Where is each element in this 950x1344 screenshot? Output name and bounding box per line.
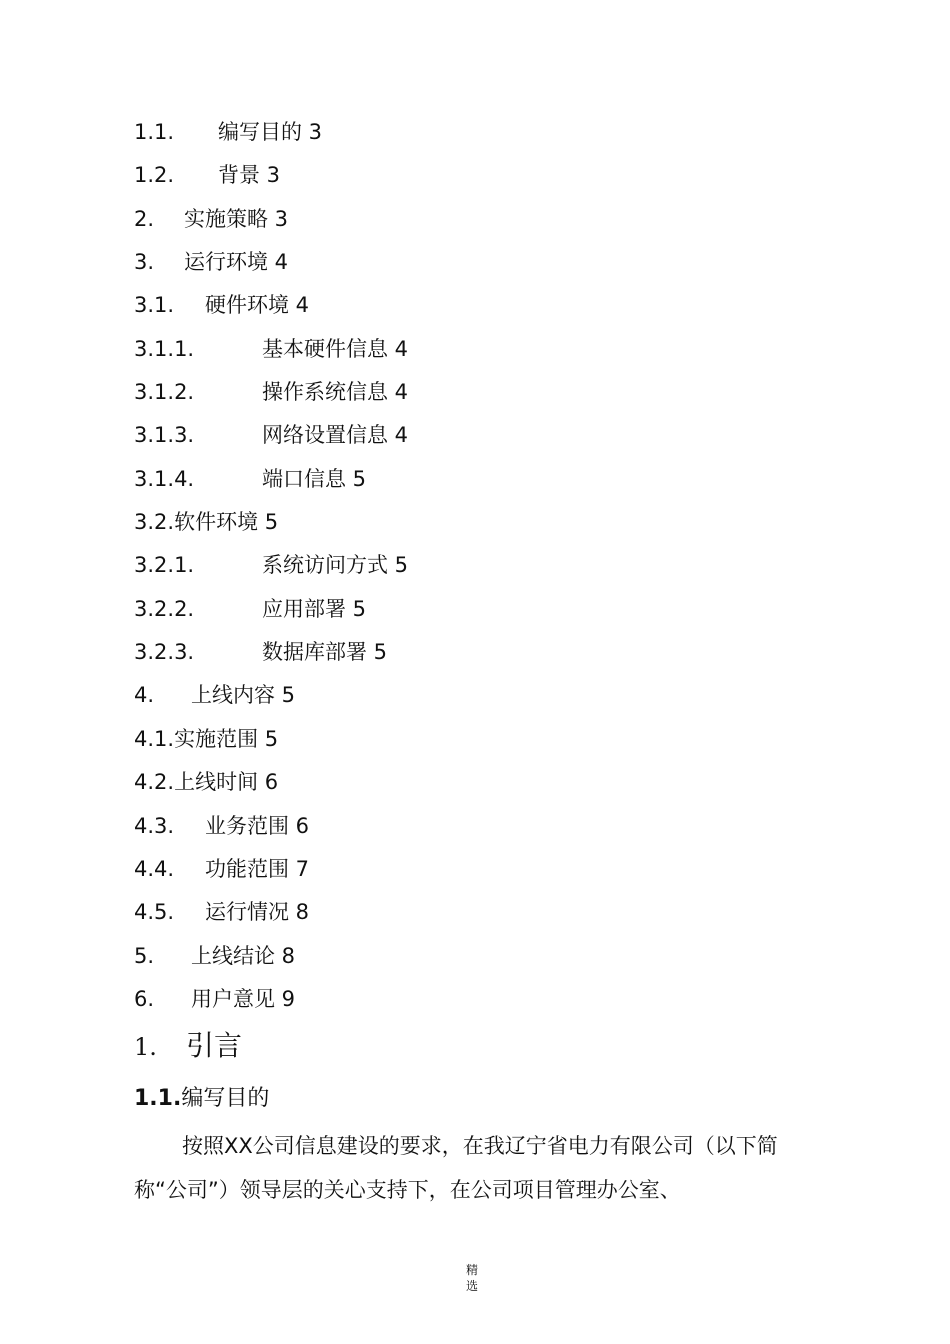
toc-entry-4[interactable] <box>134 674 296 717</box>
toc-entry-number: 4.2. <box>134 770 175 795</box>
toc-entry-number: 3.1.1. <box>134 336 195 361</box>
toc-entry-2[interactable] <box>134 198 289 241</box>
toc-entry-number: 3.1. <box>134 293 175 318</box>
toc-entry-3-2-2[interactable] <box>134 588 367 631</box>
toc-entry-title: 背景 3 <box>218 163 281 188</box>
toc-entry-3[interactable] <box>134 241 289 284</box>
body-paragraph: 按照XX公司信息建设的要求，在我辽宁省电力有限公司（以下简称“公司”）领导层的关心支持下，在公司项目管理办公室、 <box>134 1134 778 1202</box>
toc-entry-number: 1.2. <box>134 163 175 188</box>
toc-entry-5[interactable] <box>134 935 296 978</box>
toc-entry-number: 4.1. <box>134 726 175 751</box>
subsection-heading-title: 编写目的 <box>181 1086 270 1111</box>
toc-entry-3-1-3[interactable] <box>134 414 409 457</box>
toc-entry-3-2[interactable] <box>134 501 278 544</box>
toc-entry-number: 5. <box>134 943 155 968</box>
toc-entry-title: 系统访问方式 5 <box>262 553 409 578</box>
toc-entry-title: 应用部署 5 <box>262 596 367 621</box>
toc-entry-number: 3.2.3. <box>134 640 195 665</box>
subsection-heading-1-1 <box>134 1078 269 1120</box>
toc-entry-3-1-4[interactable] <box>134 458 367 501</box>
toc-entry-1-1[interactable] <box>134 111 323 154</box>
toc-entry-4-5[interactable] <box>134 891 310 934</box>
toc-entry-number: 3.2.2. <box>134 596 195 621</box>
toc-entry-title: 运行情况 8 <box>205 900 310 925</box>
table-of-contents <box>134 111 409 1021</box>
toc-entry-number: 3.1.4. <box>134 466 195 491</box>
toc-entry-3-2-1[interactable] <box>134 544 409 587</box>
toc-entry-title: 基本硬件信息 4 <box>262 336 409 361</box>
toc-entry-title: 编写目的 3 <box>218 120 323 144</box>
toc-entry-title: 运行环境 4 <box>184 250 289 275</box>
toc-entry-number: 3.2. <box>134 510 175 535</box>
toc-entry-3-1-1[interactable] <box>134 328 409 371</box>
toc-entry-4-4[interactable] <box>134 848 310 891</box>
toc-entry-4-3[interactable] <box>134 805 310 848</box>
toc-entry-number: 4. <box>134 683 155 708</box>
toc-entry-4-2[interactable] <box>134 761 278 804</box>
toc-entry-title: 上线结论 8 <box>191 943 296 968</box>
toc-entry-title: 上线时间 6 <box>174 770 279 795</box>
section-heading-number: 1. <box>134 1033 157 1061</box>
toc-entry-number: 3. <box>134 250 155 275</box>
toc-entry-number: 4.5. <box>134 900 175 925</box>
toc-entry-title: 实施策略 3 <box>184 206 289 231</box>
toc-entry-number: 3.1.3. <box>134 423 195 448</box>
toc-entry-title: 数据库部署 5 <box>262 640 388 665</box>
section-heading-title: 引言 <box>186 1029 243 1062</box>
toc-entry-title: 操作系统信息 4 <box>262 380 409 405</box>
toc-entry-number: 6. <box>134 986 155 1011</box>
toc-entry-title: 上线内容 5 <box>191 683 296 708</box>
toc-entry-title: 实施范围 5 <box>174 726 279 751</box>
toc-entry-3-1-2[interactable] <box>134 371 409 414</box>
toc-entry-number: 3.2.1. <box>134 553 195 578</box>
toc-entry-title: 软件环境 5 <box>174 510 279 535</box>
toc-entry-number: 3.1.2. <box>134 380 195 405</box>
footer-char: 选 <box>465 1279 478 1293</box>
toc-entry-title: 硬件环境 4 <box>205 293 310 318</box>
toc-entry-title: 端口信息 5 <box>262 466 367 491</box>
toc-entry-title: 功能范围 7 <box>205 856 310 881</box>
toc-entry-number: 2. <box>134 206 155 231</box>
toc-entry-title: 用户意见 9 <box>191 986 296 1011</box>
footer-char: 精 <box>465 1263 478 1277</box>
toc-entry-number: 1.1. <box>134 120 175 144</box>
toc-entry-title: 业务范围 6 <box>205 813 310 838</box>
toc-entry-3-2-3[interactable] <box>134 631 388 674</box>
toc-entry-title: 网络设置信息 4 <box>262 423 409 448</box>
subsection-heading-number: 1.1. <box>134 1086 182 1111</box>
toc-entry-number: 4.3. <box>134 813 175 838</box>
page-footer <box>464 1262 480 1294</box>
section-heading-1 <box>134 1024 243 1068</box>
toc-entry-1-2[interactable] <box>134 154 281 197</box>
toc-entry-4-1[interactable] <box>134 718 278 761</box>
toc-entry-3-1[interactable] <box>134 284 310 327</box>
toc-entry-6[interactable] <box>134 978 296 1021</box>
toc-entry-number: 4.4. <box>134 856 175 881</box>
